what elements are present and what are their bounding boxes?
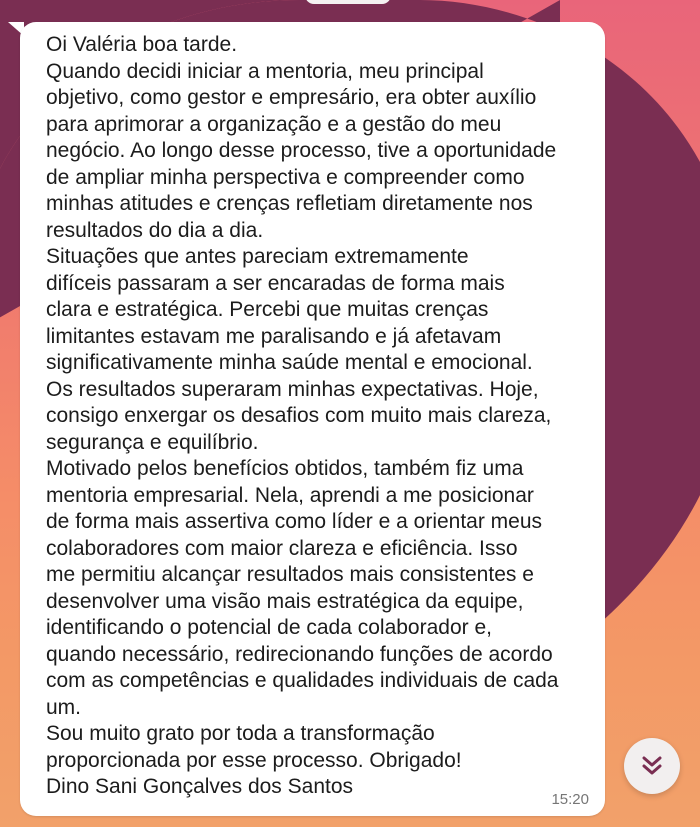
message-line: Oi Valéria boa tarde.: [46, 33, 238, 56]
message-line: para aprimorar a organização e a gestão do meu: [46, 112, 502, 136]
message-line: mentoria empresarial. Nela, aprendi a me posicionar: [46, 483, 534, 507]
message-line: objetivo, como gestor e empresário, era obter auxílio: [46, 86, 537, 109]
message-bubble[interactable]: [20, 22, 605, 816]
message-line: um.: [46, 695, 82, 719]
message-line: com as competências e qualidades individuais de cada: [46, 669, 559, 692]
message-line: Motivado pelos benefícios obtidos, também fiz uma: [46, 457, 524, 480]
message-line: Situações que antes pareciam extremamente: [46, 245, 469, 268]
message-line: proporcionada por esse processo. Obrigado!: [46, 748, 462, 772]
message-line: me permitiu alcançar resultados mais consistentes e: [46, 563, 534, 586]
message-line: segurança e equilíbrio.: [46, 430, 259, 454]
top-indicator: [305, 0, 391, 4]
message-line: difíceis passaram a ser encaradas de forma mais: [46, 271, 505, 295]
message-line: desenvolver uma visão mais estratégica da equipe,: [46, 589, 524, 613]
message-line: Sou muito grato por toda a transformação: [46, 722, 435, 745]
message-text: [46, 32, 585, 801]
message-line: quando necessário, redirecionando funções de acordo: [46, 642, 553, 666]
message-line: identificando o potencial de cada colaborador e,: [46, 616, 492, 639]
message-line: Os resultados superaram minhas expectativas. Hoje,: [46, 377, 539, 401]
message-line: minhas atitudes e crenças refletiam diretamente nos: [46, 192, 533, 215]
message-line: de ampliar minha perspectiva e compreender como: [46, 165, 525, 189]
message-line: de forma mais assertiva como líder e a orientar meus: [46, 510, 543, 533]
message-line: clara e estratégica. Percebi que muitas crenças: [46, 298, 489, 321]
scroll-to-bottom-button[interactable]: [624, 738, 680, 794]
message-line: significativamente minha saúde mental e emocional.: [46, 351, 533, 374]
message-line: resultados do dia a dia.: [46, 218, 264, 242]
message-line: consigo enxergar os desafios com muito mais clareza,: [46, 404, 552, 427]
message-line: limitantes estavam me paralisando e já afetavam: [46, 324, 502, 348]
message-line: Quando decidi iniciar a mentoria, meu principal: [46, 59, 484, 83]
double-chevron-down-icon: [639, 753, 665, 779]
message-timestamp: 15:20: [551, 791, 589, 808]
message-line: colaboradores com maior clareza e eficiência. Isso: [46, 536, 518, 560]
message-line: negócio. Ao longo desse processo, tive a oportunidade: [46, 139, 557, 162]
message-line: Dino Sani Gonçalves dos Santos: [46, 775, 354, 798]
